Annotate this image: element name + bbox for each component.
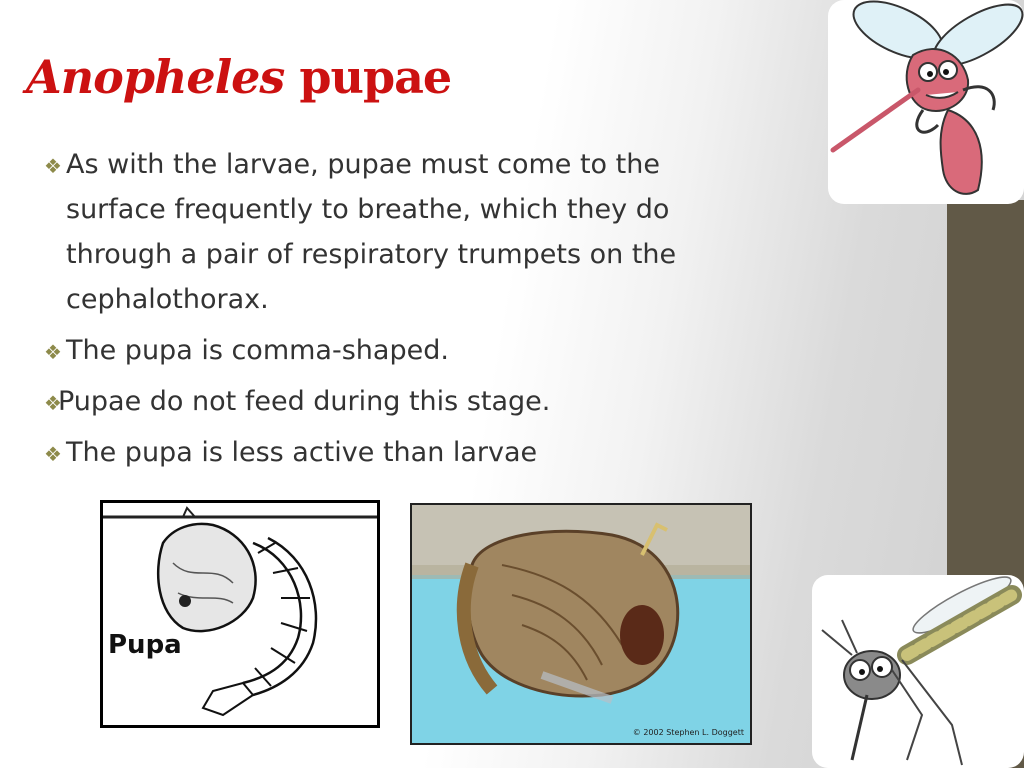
title-italic: Anopheles xyxy=(26,50,285,104)
photo-credit: © 2002 Stephen L. Doggett xyxy=(632,728,744,737)
bullet-list xyxy=(44,142,764,481)
title-rest: pupae xyxy=(284,50,452,104)
bullet-icon: ❖ xyxy=(44,442,62,466)
cartoon-mosquito-bottom xyxy=(812,575,1024,768)
bullet-text: Pupae do not feed during this stage. xyxy=(58,386,551,417)
mosquito-cartoon-icon xyxy=(828,0,1024,204)
bullet-icon: ❖ xyxy=(44,154,62,178)
bullet-icon: ❖ xyxy=(44,340,62,364)
bullet-text: As with the larvae, pupae must come to the surface frequently to breathe, which they do through a pair of respiratory trumpets on the cephalothorax. xyxy=(66,149,677,315)
bullet-item xyxy=(44,142,764,322)
bullet-icon: ❖ xyxy=(44,391,62,415)
pupa-line-drawing xyxy=(100,500,380,728)
pupa-photo-icon xyxy=(412,505,750,743)
pupa-photo xyxy=(410,503,752,745)
cartoon-mosquito-top xyxy=(828,0,1024,204)
mosquito-cartoon-icon xyxy=(812,575,1024,768)
bullet-text: The pupa is less active than larvae xyxy=(66,437,538,468)
bullet-item xyxy=(44,328,764,373)
slide-title xyxy=(26,50,451,104)
bullet-text: The pupa is comma-shaped. xyxy=(66,335,449,366)
pupa-figure-label: Pupa xyxy=(108,630,182,660)
bullet-item xyxy=(44,379,764,424)
pupa-drawing-icon xyxy=(103,503,377,725)
bullet-item xyxy=(44,430,764,475)
